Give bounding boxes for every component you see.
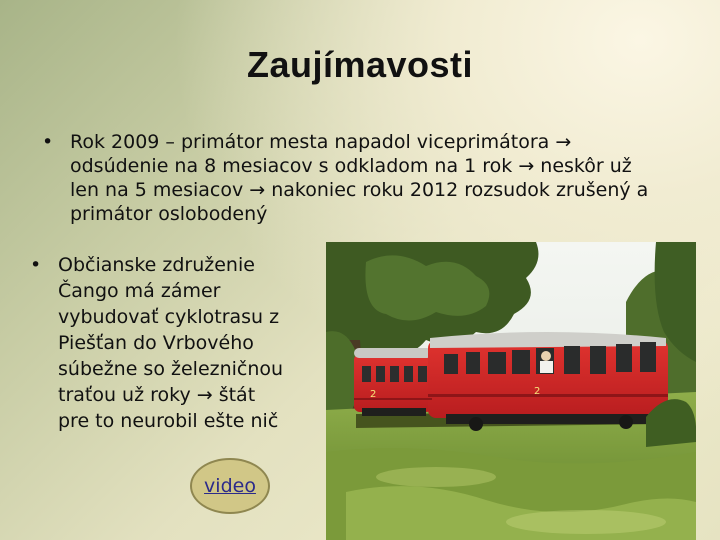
slide-title: Zaujímavosti	[246, 44, 474, 85]
bullet-icon: •	[30, 254, 42, 276]
bullet-item-1	[42, 130, 662, 226]
train-number-front: 2	[534, 386, 541, 397]
bullet-item-2	[30, 252, 290, 434]
bullet-text-1: Rok 2009 – primátor mesta napadol viceprimátora → odsúdenie na 8 mesiacov s odkladom na 1 rok → neskôr už len na 5 mesiacov → nakoniec roku 2012 rozsudok zrušený a primátor oslobodený	[70, 131, 649, 225]
bullet-icon: •	[42, 131, 54, 153]
bullet-text-2: Občianske združenie Čango má zámer vybudovať cyklotrasu z Piešťan do Vrbového súbežne so železničnou traťou už roky → štát pre to neurobil ešte nič	[58, 254, 284, 432]
video-button[interactable]	[190, 458, 270, 514]
train-photo	[326, 242, 696, 540]
video-link[interactable]: video	[204, 475, 256, 497]
train-number-rear: 2	[370, 389, 377, 400]
